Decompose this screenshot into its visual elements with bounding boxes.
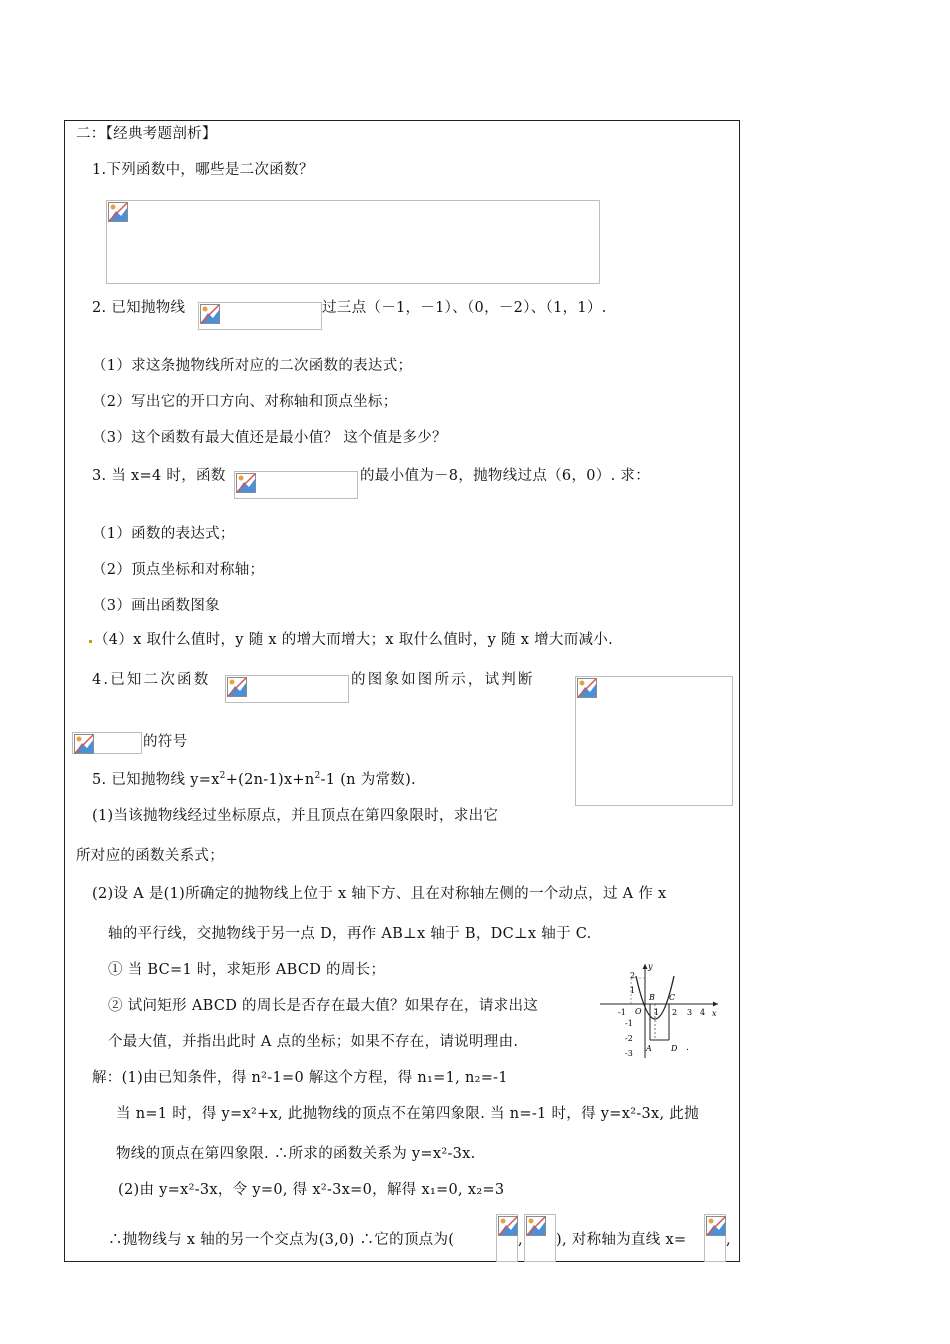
question-4-prefix: 4.已知二次函数 bbox=[92, 672, 211, 688]
marker-dot bbox=[89, 640, 92, 643]
broken-image-icon bbox=[108, 202, 128, 222]
broken-image-icon bbox=[526, 1216, 546, 1236]
q3-part-2: （2）顶点坐标和对称轴； bbox=[92, 562, 265, 578]
q5-sub-2-a: ② 试问矩形 ABCD 的周长是否存在最大值？如果存在，请求出这 bbox=[108, 998, 539, 1014]
broken-image-icon bbox=[577, 678, 597, 698]
q5-part-1-a: (1)当该抛物线经过坐标原点，并且顶点在第四象限时，求出它 bbox=[92, 808, 499, 824]
question-5-title bbox=[92, 770, 416, 790]
vertex-y-image bbox=[524, 1214, 556, 1262]
graph-dot: . bbox=[686, 1043, 689, 1053]
solution-comma: , bbox=[518, 1232, 523, 1248]
axis-x-image bbox=[704, 1214, 726, 1262]
q2-part-2: （2）写出它的开口方向、对称轴和顶点坐标； bbox=[92, 394, 398, 410]
q2-part-1: （1）求这条抛物线所对应的二次函数的表达式； bbox=[92, 358, 413, 374]
q5-sub-2-b: 个最大值，并指出此时 A 点的坐标；如果不存在，请说明理由. bbox=[108, 1034, 519, 1050]
x-axis-arrow bbox=[713, 1002, 718, 1007]
x-axis-label: x bbox=[712, 1009, 717, 1018]
point-B-label: B bbox=[649, 993, 655, 1002]
solution-line-2: 当 n=1 时，得 y=x²+x, 此抛物线的顶点不在第四象限. 当 n=-1 时，得 y=x²-3x, 此抛 bbox=[116, 1106, 699, 1122]
x-tick-2: 2 bbox=[672, 1008, 678, 1017]
broken-image-icon bbox=[498, 1216, 518, 1236]
origin-label: O bbox=[635, 1007, 642, 1016]
y-axis-arrow bbox=[643, 964, 648, 969]
q1-formula-image bbox=[106, 200, 600, 284]
q3-formula-image bbox=[234, 471, 358, 499]
q2-formula-image bbox=[198, 302, 322, 330]
y-tick-minus-1: -1 bbox=[625, 1019, 633, 1028]
question-1: 1.下列函数中，哪些是二次函数？ bbox=[92, 162, 314, 178]
q4-formula-image bbox=[225, 675, 349, 703]
x-tick-3: 3 bbox=[687, 1008, 693, 1017]
q4-abc-image bbox=[72, 732, 142, 754]
question-4-suffix: 的图象如图所示，试判断 bbox=[351, 672, 535, 688]
point-D-label: D bbox=[671, 1044, 678, 1053]
section-title: 二：【经典考题剖析】 bbox=[76, 126, 217, 142]
solution-line-5c: ), 对称轴为直线 x= bbox=[556, 1232, 687, 1248]
q5-title-b: +(2n-1)x+n bbox=[225, 772, 315, 788]
solution-line-4: (2)由 y=x²-3x，令 y=0, 得 x²-3x=0，解得 x₁=0, x₂=3 bbox=[118, 1182, 505, 1198]
y-tick-1: 1 bbox=[630, 986, 636, 995]
broken-image-icon bbox=[227, 677, 247, 697]
q5-part-2-b: 轴的平行线，交抛物线于另一点 D，再作 AB⊥x 轴于 B，DC⊥x 轴于 C. bbox=[108, 926, 592, 942]
q2-part-3: （3）这个函数有最大值还是最小值？ 这个值是多少？ bbox=[92, 430, 447, 446]
q3-part-3: （3）画出函数图象 bbox=[92, 598, 220, 614]
q4-graph-image bbox=[575, 676, 733, 806]
y-tick-minus-3: -3 bbox=[625, 1049, 633, 1058]
question-2-suffix: 过三点（－1，－1）、（0，－2）、（1，1）. bbox=[322, 300, 607, 316]
point-C-label: C bbox=[669, 993, 676, 1002]
x-tick-4: 4 bbox=[700, 1008, 706, 1017]
y-tick-minus-2: -2 bbox=[625, 1034, 633, 1043]
y-axis-label: y bbox=[648, 962, 653, 971]
point-A-label: A bbox=[646, 1044, 652, 1053]
q3-part-4: （4）x 取什么值时，y 随 x 的增大而增大；x 取什么值时，y 随 x 增大而减小. bbox=[94, 632, 613, 648]
parabola-graph bbox=[598, 960, 722, 1060]
q5-sup-2: 2 bbox=[219, 771, 226, 782]
solution-line-5d: , bbox=[726, 1232, 731, 1248]
broken-image-icon bbox=[706, 1216, 726, 1236]
x-tick-minus-1: -1 bbox=[618, 1008, 626, 1017]
q5-title-c: -1 (n 为常数). bbox=[320, 772, 416, 788]
vertex-x-image bbox=[496, 1214, 518, 1262]
q5-part-2-a: (2)设 A 是(1)所确定的抛物线上位于 x 轴下方、且在对称轴左侧的一个动点，过 A 作 x bbox=[92, 886, 667, 902]
x-tick-1: 1 bbox=[654, 1008, 660, 1017]
question-3-suffix: 的最小值为－8，抛物线过点（6，0）. 求： bbox=[360, 468, 650, 484]
broken-image-icon bbox=[200, 304, 220, 324]
y-tick-2: 2 bbox=[630, 971, 636, 980]
solution-line-5a: ∴抛物线与 x 轴的另一个交点为(3,0) ∴它的顶点为( bbox=[108, 1232, 455, 1248]
broken-image-icon bbox=[74, 734, 94, 754]
solution-line-1: 解：(1)由已知条件，得 n²-1=0 解这个方程，得 n₁=1, n₂=-1 bbox=[92, 1070, 508, 1086]
q5-sub-1: ① 当 BC=1 时，求矩形 ABCD 的周长； bbox=[108, 962, 386, 978]
q5-part-1-b: 所对应的函数关系式； bbox=[76, 848, 224, 864]
question-3-prefix: 3. 当 x=4 时，函数 bbox=[92, 468, 226, 484]
question-4-line2: 的符号 bbox=[143, 734, 188, 750]
q5-sup-2b: 2 bbox=[314, 771, 321, 782]
broken-image-icon bbox=[236, 473, 256, 493]
q3-part-1: （1）函数的表达式； bbox=[92, 526, 235, 542]
q5-title-a: 5. 已知抛物线 y=x bbox=[92, 772, 220, 788]
question-2-prefix: 2. 已知抛物线 bbox=[92, 300, 186, 316]
solution-line-3: 物线的顶点在第四象限. ∴所求的函数关系为 y=x²-3x. bbox=[116, 1146, 476, 1162]
